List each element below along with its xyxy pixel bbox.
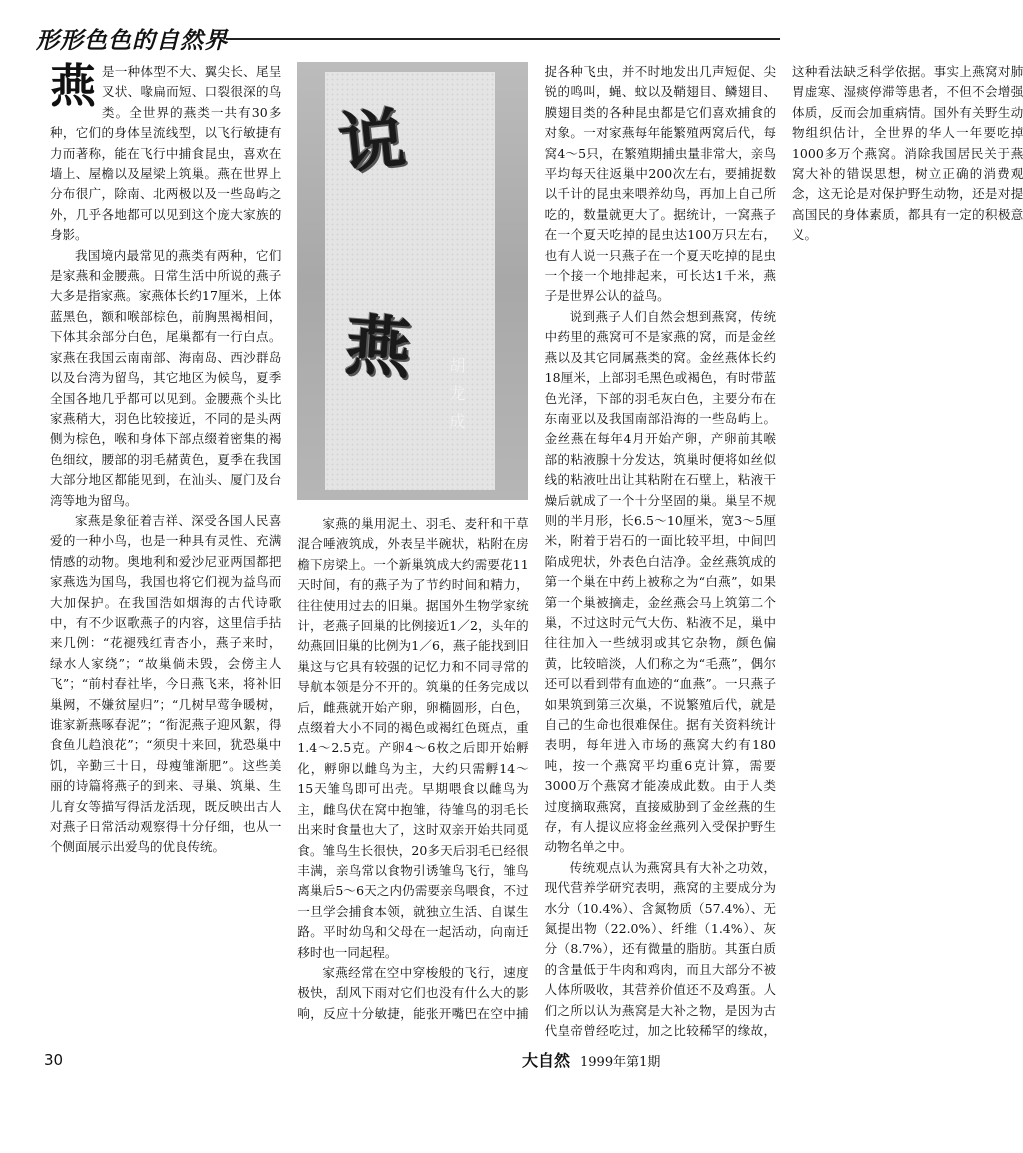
paragraph-culture: 家燕是象征着吉祥、深受各国人民喜爱的一种小鸟，也是一种具有灵性、充满情感的动物。奥地利和爱沙尼亚两国都把家燕选为国鸟，我国也将它们视为益鸟而大加保护。在我国浩如烟海的古代诗歌中，有不少讴歌燕子的内容，这里信手拈来几例：“花褪残红青杏小，燕子来时，绿水人家绕”；“故巢倘未毁，会傍主人飞”；“前村春社毕，今日燕飞来，将补旧巢阙，不嫌贫屋归”；“几树早莺争暖树，谁家新燕啄春泥”；“衔泥燕子迎风絮，得食鱼儿趋浪花”；“须臾十来回，犹恐巢中饥，辛勤三十日，母瘦雏渐肥”。这些美丽的诗篇将燕子的到来、寻巢、筑巢、生儿育女等描写得活龙活现，既反映出古人对燕子日常活动观察得十分仔细，也从一个侧面展示出爱鸟的优良传统。 <box>50 512 282 855</box>
page-number: 30 <box>44 1051 64 1069</box>
paragraph-nutrition: 传统观点认为燕窝具有大补之功效，现代营养学研究表明，燕窝的主要成分为水分（10.4%）、含氮物质（57.4%）、无氮提出物（22.0%）、纤维（1.4%）、灰分（8.7%），还有微量的脂肪。其蛋白质的含量低于牛肉和鸡肉，而且大部分不被人体所吸收，其营养价值还不及鸡蛋。人们之所以认为燕窝是大补之物，是因为古代皇帝曾经吃过，加之比较稀罕的缘故，这种看法缺乏科学依据。事实上燕窝对肺胃虚寒、湿痰停滞等患者，不但不会增强体质，反而会加重病情。国外有关野生动物组织估计，全世界的华人一年要吃掉1000多万个燕窝。消除我国居民关于燕窝大补的错误思想，树立正确的消费观念，这无论是对保护野生动物，还是对提高国民的身体素质，都具有一定的积极意义。 <box>544 64 1023 1039</box>
calligraphy-char-1: 说 <box>335 98 410 184</box>
article-body <box>50 59 1023 1044</box>
paragraph-nesting: 家燕的巢用泥土、羽毛、麦秆和干草混合唾液筑成，外表呈半碗状，粘附在房檐下房梁上。一个新巢筑成大约需要花11天时间，有的燕子为了节约时间和精力，往往使用过去的旧巢。据国外生物学家统计，老燕子回巢的比例接近1／2，头年的幼燕回旧巢的比例为1／6，燕子能找到旧巢这与它具有较强的记忆力和不同寻常的导航本领是分不开的。筑巢的任务完成以后，雌燕就开始产卵，卵椭圆形，白色，点缀着大小不同的褐色或褐红色斑点，重1.4～2.5克。产卵4～6枚之后即开始孵化，孵卵以雌鸟为主，大约只需孵14～15天雏鸟即可出壳。早期喂食以雌鸟为主，雌鸟伏在窝中抱雏，待雏鸟的羽毛长出来时食量也大了，这时双亲开始共同觅食。雏鸟生长很快，20多天后羽毛已经很丰满，亲鸟常以食物引诱雏鸟飞行，雏鸟离巢后5～6天之内仍需要亲鸟喂食，不过一旦学会捕食本领，就独立生活、自谋生路。平时幼鸟和父母在一起活动，向南迁移时也一同起程。 <box>297 516 529 960</box>
paragraph-birdnest: 说到燕子人们自然会想到燕窝，传统中药里的燕窝可不是家燕的窝，而是金丝燕以及其它同属燕类的窝。金丝燕体长约18厘米，上部羽毛黑色或褐色，有时带蓝色光泽，下部的羽毛灰白色，主要分布在东南亚以及我国南部沿海的一些岛屿上。金丝燕在每年4月开始产卵，产卵前其喉部的粘液腺十分发达，筑巢时便将如丝似线的粘液吐出让其粘附在石壁上，粘液干燥后就成了一个十分坚固的巢。巢呈不规则的半月形，长6.5～10厘米，宽3～5厘米，附着于岩石的一面比较平坦，中间凹陷成兜状，外表色白洁净。金丝燕筑成的第一个巢在中药上被称之为“白燕”，如果第一个巢被摘走，金丝燕会马上筑第二个巢，不过这时元气大伤、粘液不足，巢中往往加入一些绒羽或其它杂物，颜色偏黄，比较暗淡，人们称之为“毛燕”，偶尔还可以看到带有血迹的“血燕”。一只燕子如果筑到第三次巢，不说繁殖后代，就是自己的生命也很难保住。据有关资料统计表明，每年进入市场的燕窝大约有180吨，按一个燕窝平均重6克计算，需要3000万个燕窝才能凑成此数。由于人类过度摘取燕窝，直接威胁到了金丝燕的生存，有人提议应将金丝燕列入受保护野生动物名单之中。 <box>544 308 776 855</box>
paragraph-species: 我国境内最常见的燕类有两种，它们是家燕和金腰燕。日常生活中所说的燕子大多是指家燕。家燕体长约17厘米，上体蓝黑色，额和喉部棕色，前胸黑褐相间，下体其余部分白色，尾巢都有一行白点。家燕在我国云南南部、海南岛、西沙群岛以及台湾为留鸟，其它地区为候鸟，夏季全国各地几乎都可以见到。金腰燕个头比家燕稍大，羽色比较接近，不同的是头两侧为棕色，喉和身体下部点缀着密集的褐色细纹，腰部的羽毛赭黄色，夏季在我国大部分地区都能见到，在汕头、厦门及台湾等地为留鸟。 <box>50 247 282 508</box>
magazine-name: 大自然 <box>522 1051 571 1070</box>
paragraph-feeding: 家燕经常在空中穿梭般的飞行，速度极快，刮风下雨对它们也没有什么大的影响，反应十分敏捷，能张开嘴巴在空中捕捉各种飞虫，并不时地发出几声短促、尖锐的鸣叫，蝇、蚊以及鞘翅目、鳞翅目、膜翅目类的各种昆虫都是它们喜欢捕食的对象。一对家燕每年能繁殖两窝后代，每窝4～5只，在繁殖期捕虫量非常大，亲鸟平均每天往返巢中200次左右，要捕捉数以千计的昆虫来喂养幼鸟，再加上自己所吃的，数量就更大了。据统计，一窝燕子在一个夏天吃掉的昆虫达100万只左右，也有人说一只燕子在一个夏天吃掉的昆虫一个接一个地排起来，可长达1千米，燕子是世界公认的益鸟。 <box>297 64 776 1021</box>
title-illustration <box>297 62 528 500</box>
author-name: 胡龙成 <box>449 356 466 431</box>
drop-cap: 燕 <box>50 59 96 113</box>
issue-info: 1999年第1期 <box>580 1055 661 1070</box>
header-rule <box>226 38 780 40</box>
calligraphy-char-2: 燕 <box>342 305 414 389</box>
paragraph-intro: 燕是一种体型不大、翼尖长、尾呈叉状、喙扁而短、口裂很深的鸟类。全世界的燕类一共有30多种，它们的身体呈流线型，以飞行敏捷有力而著称，能在飞行中捕食昆虫，喜欢在墙上、屋檐以及屋梁上筑巢。燕在世界上分布很广，除南、北两极以及一些岛屿之外，几乎各地都可以见到这个庞大家族的身影。 <box>50 59 282 243</box>
section-header <box>30 20 780 60</box>
section-title: 形形色色的自然界 <box>36 28 228 54</box>
